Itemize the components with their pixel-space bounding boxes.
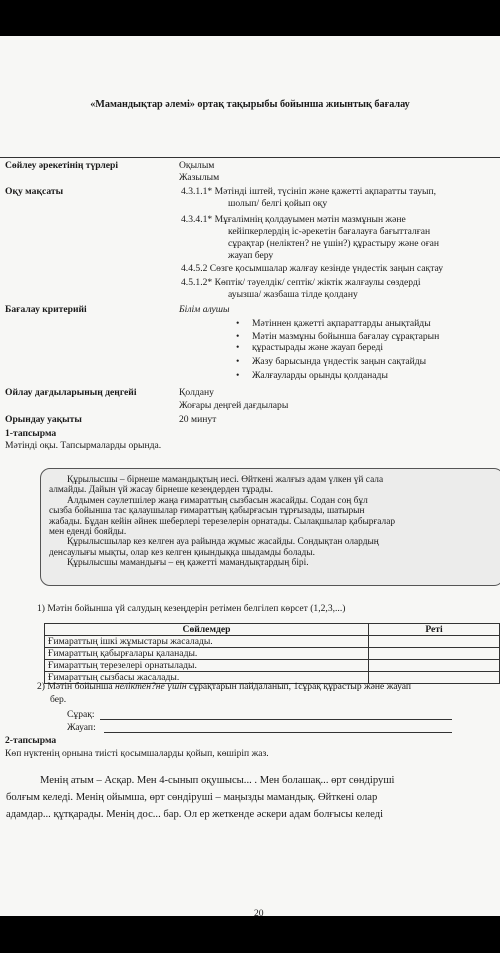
answer-line[interactable] (104, 732, 452, 733)
goal-4-line-1: 4.5.1.2* Көптік/ тәуелдік/ септік/ жіктік жалғаулы сөздерді (181, 277, 421, 288)
sentence-cell: Ғимараттың сызбасы жасалады. (45, 672, 369, 684)
page-number: 20 (254, 908, 264, 916)
header-sentences: Сөйлемдер (45, 624, 369, 636)
reading-line: алмайды. Дайын үй жасау бірнеше кезеңдерден тұрады. (49, 485, 273, 496)
time-value: 20 минут (179, 414, 217, 425)
sentence-cell: Ғимараттың қабырғалары қаланады. (45, 648, 369, 660)
criteria-item: • Мәтіннен қажетті ақпараттарды анықтайды (230, 318, 439, 329)
question-2-line-2: бер. (50, 694, 67, 705)
criteria-item: • Жазу барысында үндестік заңын сақтайды (230, 356, 439, 367)
criteria-item: • Жалғауларды орынды қолданады (230, 370, 439, 381)
story-line: болғым келеді. Менің ойымша, өрт сөндіруші – маңызды мамандық. Өйткені олар (6, 792, 378, 803)
question-label: Сұрақ: (67, 709, 95, 720)
reading-line: сызба бойынша тас қалаушылар ғимараттың қабырғасын тұрғызады, шатырын (49, 506, 365, 517)
story-line: адамдар... құтқарады. Менің дос... бар. Ол ер жеткенде әскери адам болғысы келеді (6, 809, 384, 820)
speech-type-reading: Оқылым (179, 160, 215, 171)
order-input-cell[interactable] (369, 636, 500, 648)
criteria-label: Бағалау критерийі (5, 304, 87, 315)
table-top-rule (0, 157, 500, 158)
goal-2-line-3: сұрақтар (неліктен? не үшін?) құрастыру және оған (228, 238, 440, 249)
header-order: Реті (369, 624, 500, 636)
goal-2-line-1: 4.3.4.1* Мұғалімнің қолдауымен мәтін мазмұнын және (181, 214, 406, 225)
document-title: «Мамандықтар әлемі» ортақ тақырыбы бойынша жиынтық бағалау (90, 99, 410, 110)
question-1: 1) Мәтін бойынша үй салудың кезеңдерін ретімен белгілеп көрсет (1,2,3,...) (37, 603, 346, 614)
sentence-cell: Ғимараттың терезелері орнатылады. (45, 660, 369, 672)
reading-line: жабады. Бұдан кейін әйнек шеберлері терезелерін орнатады. Сылақшылар қабырғалар (49, 516, 396, 527)
goal-1-line-2: шолып/ белгі қойып оқу (228, 198, 328, 209)
criteria-heading: Білім алушы (179, 304, 230, 315)
goal-2-line-4: жауап беру (228, 250, 274, 261)
speech-type-writing: Жазылым (179, 172, 220, 183)
table-header-row (45, 624, 500, 636)
document-page (0, 36, 500, 916)
thinking-skills-label: Ойлау дағдыларының деңгейі (5, 387, 137, 398)
reading-line: Құрылысшылар кез келген ауа райында жұмыс жасайды. Сондықтан олардың (67, 537, 379, 548)
answer-label: Жауап: (67, 722, 96, 733)
ordering-table (44, 623, 500, 684)
time-label: Орындау уақыты (5, 414, 82, 425)
goal-4-line-2: ауызша/ жазбаша тілде қолдану (228, 289, 358, 300)
sentence-cell: Ғимараттың ішкі жұмыстары жасалады. (45, 636, 369, 648)
order-input-cell[interactable] (369, 660, 500, 672)
goal-1-line-1: 4.3.1.1* Мәтінді іштей, түсініп және қажетті ақпаратты тауып, (181, 186, 436, 197)
criteria-item-continuation: • құрастырады және жауап береді (230, 342, 439, 353)
reading-text-box (40, 468, 500, 586)
goal-2-line-2: кейіпкерлердің іс-әрекетін бағалауға бағытталған (228, 226, 431, 237)
order-input-cell[interactable] (369, 648, 500, 660)
table-row (45, 636, 500, 648)
goal-3-line-1: 4.4.5.2 Сөзге қосымшалар жалғау кезінде үндестік заңын сақтау (181, 263, 444, 274)
reading-line: Құрылысшы – бірнеше мамандықтың иесі. Өйткені жалғыз адам үлкен үй сала (67, 475, 384, 485)
speech-types-label: Сөйлеу әрекетінің түрлері (5, 160, 118, 171)
learning-goals-label: Оқу мақсаты (5, 186, 64, 197)
task1-instruction: Мәтінді оқы. Тапсырмаларды орында. (5, 440, 162, 451)
question-2-italic: неліктен?не үшін (115, 681, 187, 692)
table-row (45, 648, 500, 660)
reading-line: мен еденді бояйды. (49, 527, 127, 538)
question-2-suffix: сұрақтарын пайдаланып, 1сұрақ құрастыр және жауап (186, 681, 412, 692)
thinking-skill-higher: Жоғары деңгей дағдылары (179, 400, 289, 411)
question-2-prefix: 2) Мәтін бойынша (37, 681, 116, 692)
reading-line: Алдымен сәулетшілер жаңа ғимараттың сызбасын жасайды. Содан соң бұл (67, 495, 368, 506)
reading-line: Құрылысшы мамандығы – ең қажетті мамандықтардың бірі. (67, 558, 309, 569)
question-answer-line[interactable] (100, 719, 452, 720)
criteria-list (230, 318, 439, 381)
reading-line: денсаулығы мықты, олар кез келген қиындыққа шыдамды болады. (49, 547, 315, 558)
criteria-item: • Мәтін мазмұны бойынша бағалау сұрақтарын (230, 331, 439, 342)
task2-instruction: Көп нүктенің орнына тиісті қосымшаларды қойып, көшіріп жаз. (5, 748, 269, 759)
thinking-skill-apply: Қолдану (179, 387, 214, 398)
question-2 (37, 681, 411, 692)
task1-heading: 1-тапсырма (5, 428, 57, 439)
task2-heading: 2-тапсырма (5, 735, 57, 746)
story-line: Менің атым – Асқар. Мен 4-сынып оқушысы... . Мен болашақ... өрт сөндіруші (40, 775, 395, 786)
table-row (45, 660, 500, 672)
